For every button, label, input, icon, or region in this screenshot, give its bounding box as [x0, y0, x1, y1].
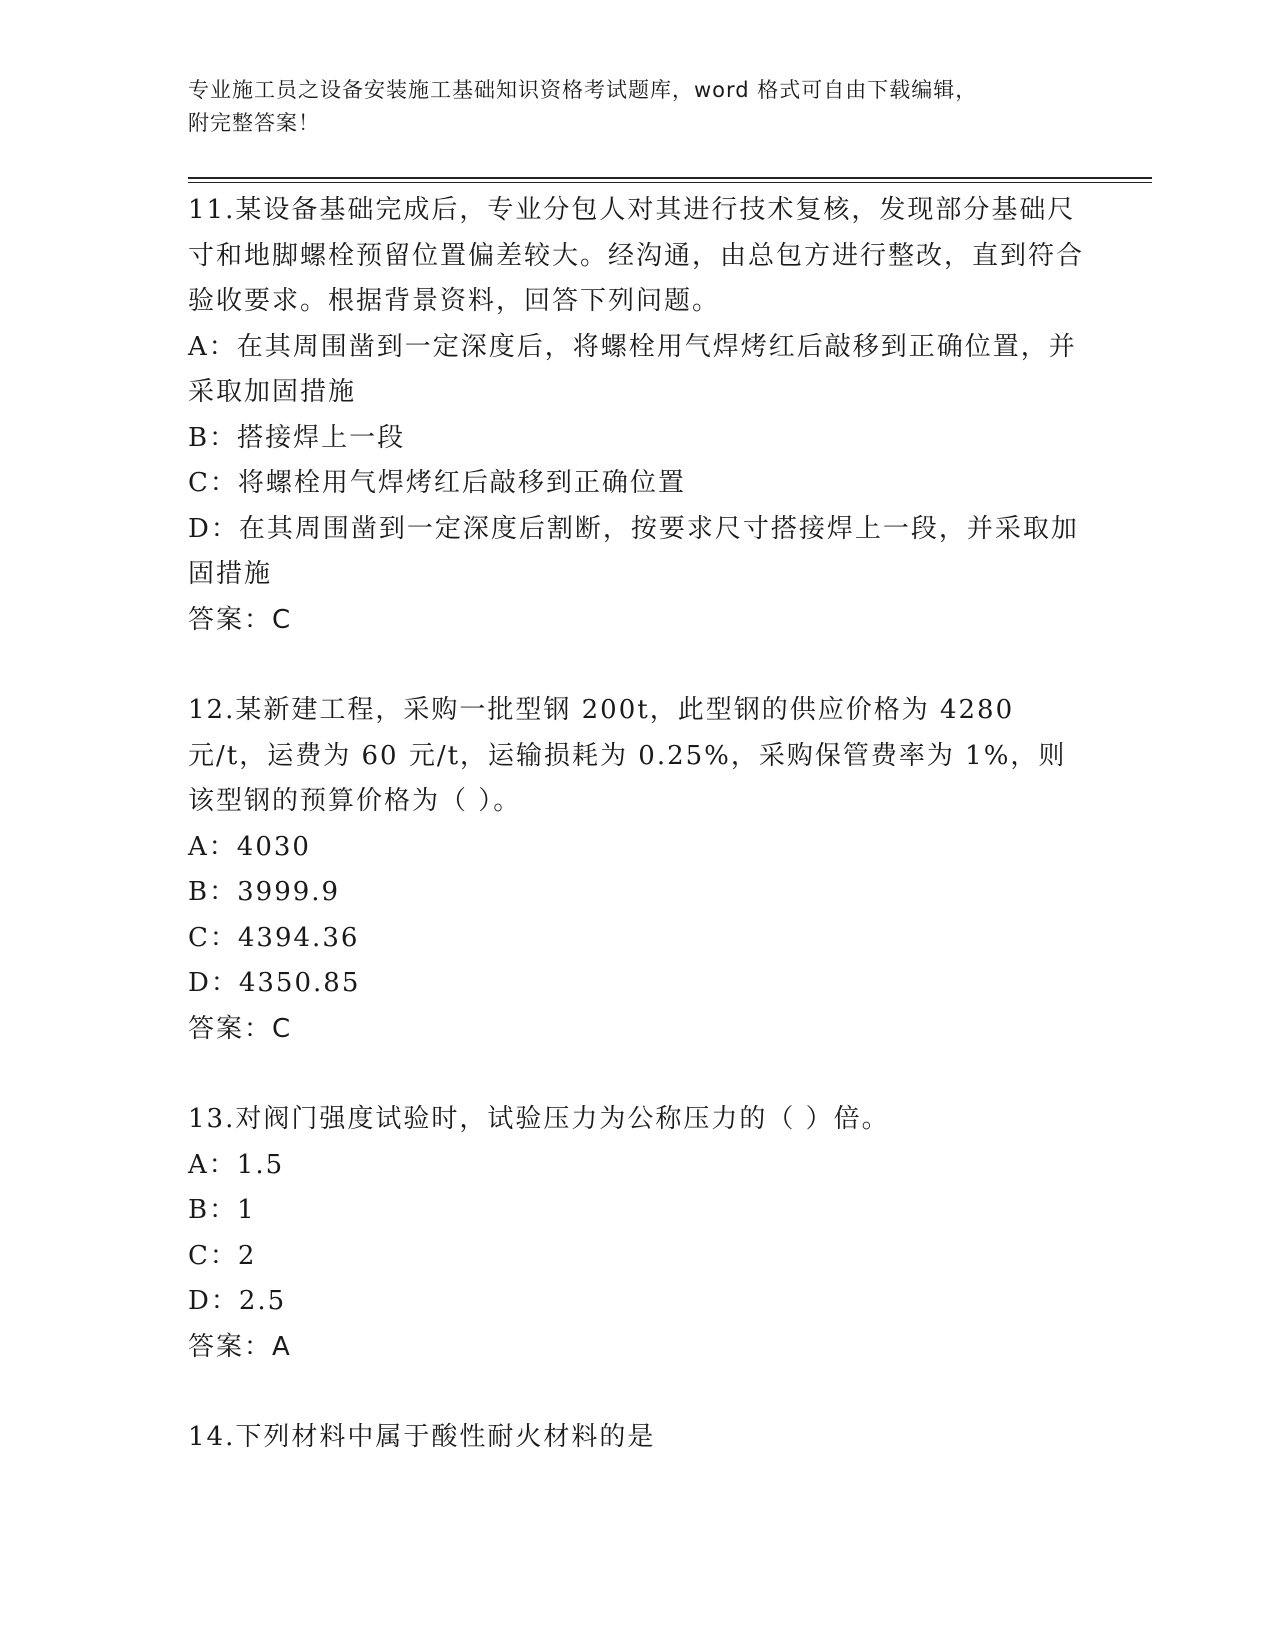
option-b: B：搭接焊上一段 [188, 422, 406, 453]
question-stem: 13.对阀门强度试验时，试验压力为公称压力的（ ）倍。 [188, 1104, 890, 1134]
question-11 [188, 188, 1088, 643]
answer-line: 答案：A [188, 1331, 292, 1362]
option-d: D：4350.85 [188, 968, 361, 998]
option-d: D：在其周围凿到一定深度后割断，按要求尺寸搭接焊上一段，并采取加固措施 [188, 513, 1079, 589]
header-line-2: 附完整答案！ [188, 111, 320, 135]
option-b: B：3999.9 [188, 877, 341, 907]
question-12 [188, 688, 1088, 1052]
question-stem: 11.某设备基础完成后，专业分包人对其进行技术复核，发现部分基础尺寸和地脚螺栓预留位置偏差较大。经沟通，由总包方进行整改，直到符合验收要求。根据背景资料，回答下列问题。 [188, 195, 1085, 316]
answer-line: 答案：C [188, 604, 293, 635]
header-divider-thick [188, 177, 1152, 179]
question-stem: 14.下列材料中属于酸性耐火材料的是 [188, 1422, 656, 1452]
header-line-1: 专业施工员之设备安装施工基础知识资格考试题库，word 格式可自由下载编辑， [188, 78, 978, 102]
question-list [188, 188, 1088, 1461]
question-13 [188, 1097, 1088, 1370]
option-a: A：1.5 [188, 1149, 285, 1180]
option-d: D：2.5 [188, 1286, 287, 1316]
header-divider-thin [188, 182, 1152, 183]
answer-line: 答案：C [188, 1013, 293, 1044]
question-stem: 12.某新建工程，采购一批型钢 200t，此型钢的供应价格为 4280 元/t，运费为 60 元/t，运输损耗为 0.25%，采购保管费率为 1%，则该型钢的预算价格为（ ）。 [188, 695, 1067, 816]
option-b: B：1 [188, 1195, 256, 1225]
option-c: C：2 [188, 1240, 257, 1271]
question-14 [188, 1415, 1088, 1461]
document-header [188, 74, 1088, 140]
option-c: C：4394.36 [188, 922, 360, 953]
option-c: C：将螺栓用气焊烤红后敲移到正确位置 [188, 468, 686, 498]
option-a: A：4030 [188, 831, 311, 862]
option-a: A：在其周围凿到一定深度后，将螺栓用气焊烤红后敲移到正确位置，并采取加固措施 [188, 331, 1077, 407]
